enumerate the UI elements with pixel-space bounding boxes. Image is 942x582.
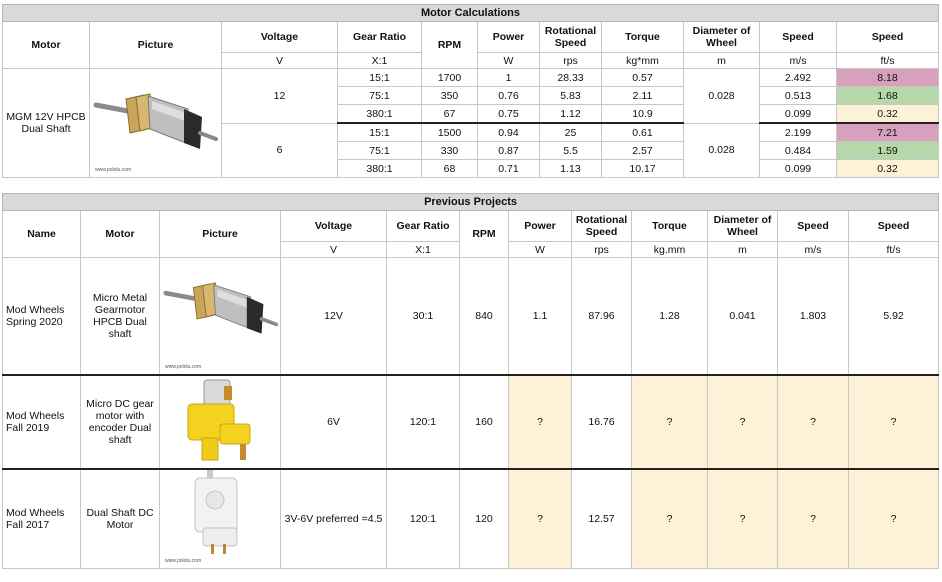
speed-fts: 5.92 (849, 258, 939, 376)
speed-ms: ? (778, 375, 849, 469)
col-picture: Picture (90, 22, 222, 69)
rpm: 1700 (422, 69, 478, 87)
col-gear-ratio: Gear Ratio (338, 22, 422, 53)
col-speed-fts: Speed (849, 211, 939, 242)
speed-fts: 1.68 (837, 87, 939, 105)
col-torque: Torque (632, 211, 708, 242)
table-row (3, 375, 939, 469)
rpm: 840 (460, 258, 509, 376)
gear-ratio: 380:1 (338, 105, 422, 124)
gear-ratio: 15:1 (338, 123, 422, 142)
gear-ratio: 120:1 (387, 469, 460, 569)
col-power: Power (478, 22, 540, 53)
rotational-speed: 1.12 (540, 105, 602, 124)
rotational-speed: 5.83 (540, 87, 602, 105)
motor-picture (90, 69, 222, 178)
picture-credit: www.pololu.com (95, 167, 132, 173)
unit-rotational-speed: rps (540, 53, 602, 69)
torque: 2.11 (602, 87, 684, 105)
unit-diameter: m (708, 242, 778, 258)
rotational-speed: 87.96 (572, 258, 632, 376)
unit-gear-ratio: X:1 (338, 53, 422, 69)
group-diameter: 0.028 (684, 123, 760, 178)
speed-ms: 0.484 (760, 142, 837, 160)
speed-fts: 8.18 (837, 69, 939, 87)
calc-title: Motor Calculations (3, 5, 939, 22)
torque: 10.9 (602, 105, 684, 124)
col-speed-ms: Speed (760, 22, 837, 53)
rpm: 160 (460, 375, 509, 469)
unit-diameter: m (684, 53, 760, 69)
torque: 1.28 (632, 258, 708, 376)
rpm: 330 (422, 142, 478, 160)
group-voltage: 12 (222, 69, 338, 124)
rpm: 120 (460, 469, 509, 569)
unit-gear-ratio: X:1 (387, 242, 460, 258)
unit-speed-ms: m/s (778, 242, 849, 258)
gear-ratio: 380:1 (338, 160, 422, 178)
torque: 0.57 (602, 69, 684, 87)
col-torque: Torque (602, 22, 684, 53)
col-rotational-speed: Rotational Speed (572, 211, 632, 242)
torque: 2.57 (602, 142, 684, 160)
unit-torque: kg*mm (602, 53, 684, 69)
torque: 10.17 (602, 160, 684, 178)
speed-fts: 0.32 (837, 160, 939, 178)
micro-metal-gearmotor-image (162, 258, 280, 354)
table-row (3, 258, 939, 376)
power: 1 (478, 69, 540, 87)
speed-fts: 1.59 (837, 142, 939, 160)
col-diameter: Diameter of Wheel (684, 22, 760, 53)
table-row (3, 469, 939, 569)
gear-ratio: 30:1 (387, 258, 460, 376)
project-name: Mod Wheels Fall 2019 (3, 375, 81, 469)
power: 1.1 (509, 258, 572, 376)
rpm: 350 (422, 87, 478, 105)
gear-ratio: 75:1 (338, 142, 422, 160)
rotational-speed: 1.13 (540, 160, 602, 178)
power: 0.71 (478, 160, 540, 178)
speed-ms: ? (778, 469, 849, 569)
rpm: 1500 (422, 123, 478, 142)
diameter: ? (708, 469, 778, 569)
col-motor: Motor (3, 22, 90, 69)
col-picture: Picture (160, 211, 281, 258)
unit-voltage: V (222, 53, 338, 69)
unit-power: W (478, 53, 540, 69)
col-diameter: Diameter of Wheel (708, 211, 778, 242)
group-diameter: 0.028 (684, 69, 760, 124)
col-power: Power (509, 211, 572, 242)
project-name: Mod Wheels Spring 2020 (3, 258, 81, 376)
prev-title: Previous Projects (3, 194, 939, 211)
power: 0.75 (478, 105, 540, 124)
speed-ms: 0.513 (760, 87, 837, 105)
unit-speed-fts: ft/s (849, 242, 939, 258)
micro-gearmotor-image (92, 69, 220, 169)
unit-power: W (509, 242, 572, 258)
power: ? (509, 469, 572, 569)
project-picture (160, 258, 281, 376)
col-voltage: Voltage (222, 22, 338, 53)
col-rpm: RPM (422, 22, 478, 69)
unit-rotational-speed: rps (572, 242, 632, 258)
rotational-speed: 5.5 (540, 142, 602, 160)
white-dc-motor-image (185, 470, 255, 558)
gear-ratio: 15:1 (338, 69, 422, 87)
motor-name: MGM 12V HPCB Dual Shaft (3, 69, 90, 178)
table-row (3, 69, 939, 87)
voltage: 3V-6V preferred =4.5 (281, 469, 387, 569)
speed-fts: 0.32 (837, 105, 939, 124)
picture-credit: www.pololu.com (165, 364, 202, 370)
power: 0.76 (478, 87, 540, 105)
rotational-speed: 25 (540, 123, 602, 142)
picture-credit: www.pololu.com (165, 558, 202, 564)
speed-ms: 0.099 (760, 160, 837, 178)
rotational-speed: 12.57 (572, 469, 632, 569)
col-gear-ratio: Gear Ratio (387, 211, 460, 242)
unit-speed-fts: ft/s (837, 53, 939, 69)
torque: 0.61 (602, 123, 684, 142)
col-speed-ms: Speed (778, 211, 849, 242)
speed-ms: 2.492 (760, 69, 837, 87)
speed-ms: 1.803 (778, 258, 849, 376)
rotational-speed: 16.76 (572, 375, 632, 469)
project-motor: Dual Shaft DC Motor (81, 469, 160, 569)
voltage: 6V (281, 375, 387, 469)
previous-projects-table (2, 193, 939, 569)
col-motor: Motor (81, 211, 160, 258)
voltage: 12V (281, 258, 387, 376)
unit-voltage: V (281, 242, 387, 258)
gear-ratio: 120:1 (387, 375, 460, 469)
rpm: 68 (422, 160, 478, 178)
speed-fts: ? (849, 375, 939, 469)
gear-ratio: 75:1 (338, 87, 422, 105)
torque: ? (632, 375, 708, 469)
power: ? (509, 375, 572, 469)
yellow-gear-motor-image (180, 378, 260, 466)
group-voltage: 6 (222, 123, 338, 178)
col-voltage: Voltage (281, 211, 387, 242)
speed-fts: 7.21 (837, 123, 939, 142)
project-picture (160, 375, 281, 469)
speed-ms: 0.099 (760, 105, 837, 124)
rpm: 67 (422, 105, 478, 124)
rotational-speed: 28.33 (540, 69, 602, 87)
motor-calculations-table (2, 4, 939, 178)
unit-speed-ms: m/s (760, 53, 837, 69)
project-motor: Micro Metal Gearmotor HPCB Dual shaft (81, 258, 160, 376)
power: 0.94 (478, 123, 540, 142)
col-name: Name (3, 211, 81, 258)
unit-torque: kg.mm (632, 242, 708, 258)
diameter: 0.041 (708, 258, 778, 376)
col-speed-fts: Speed (837, 22, 939, 53)
diameter: ? (708, 375, 778, 469)
power: 0.87 (478, 142, 540, 160)
torque: ? (632, 469, 708, 569)
speed-ms: 2.199 (760, 123, 837, 142)
col-rotational-speed: Rotational Speed (540, 22, 602, 53)
speed-fts: ? (849, 469, 939, 569)
project-name: Mod Wheels Fall 2017 (3, 469, 81, 569)
project-motor: Micro DC gear motor with encoder Dual shaft (81, 375, 160, 469)
col-rpm: RPM (460, 211, 509, 258)
project-picture (160, 469, 281, 569)
